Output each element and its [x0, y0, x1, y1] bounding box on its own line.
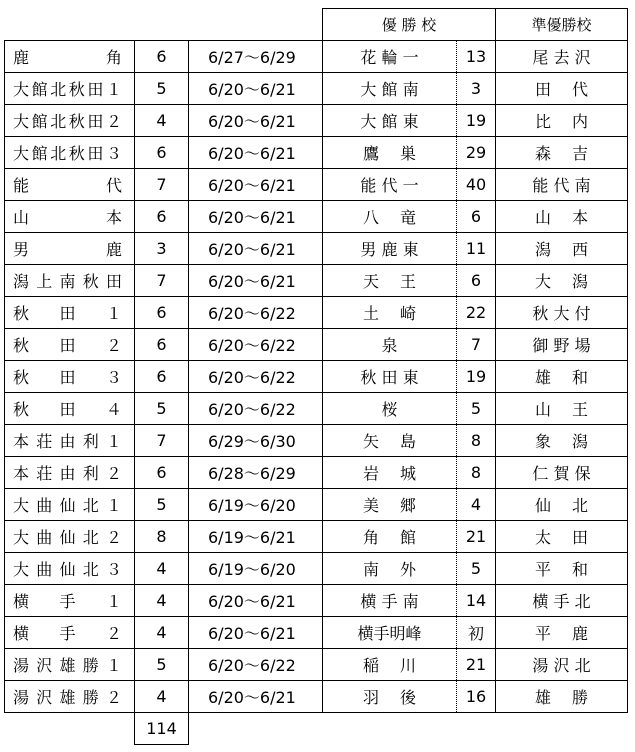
table-row	[5, 201, 628, 233]
total-count: 114	[135, 713, 189, 745]
dates-cell: 6/28～6/29	[189, 457, 323, 489]
runner-up-cell: 象 潟	[496, 425, 628, 457]
appearances-cell: 40	[457, 169, 496, 201]
runner-up-cell: 田 代	[496, 73, 628, 105]
dates-cell: 6/20～6/21	[189, 201, 323, 233]
district-cell: 湯沢雄勝２	[5, 681, 135, 713]
district-cell: 大曲仙北３	[5, 553, 135, 585]
team-count-cell: 4	[135, 681, 189, 713]
winner-cell: 横手明峰	[323, 617, 457, 649]
team-count-cell: 6	[135, 137, 189, 169]
table-row	[5, 329, 628, 361]
winner-cell: 八 竜	[323, 201, 457, 233]
team-count-cell: 6	[135, 457, 189, 489]
appearances-cell: 8	[457, 457, 496, 489]
dates-cell: 6/20～6/21	[189, 585, 323, 617]
appearances-cell: 11	[457, 233, 496, 265]
district-cell: 鹿角	[5, 41, 135, 73]
team-count-cell: 5	[135, 73, 189, 105]
district-cell: 大館北秋田３	[5, 137, 135, 169]
winner-cell: 矢 島	[323, 425, 457, 457]
dates-cell: 6/29～6/30	[189, 425, 323, 457]
team-count-cell: 4	[135, 105, 189, 137]
appearances-cell: 5	[457, 393, 496, 425]
appearances-cell: 7	[457, 329, 496, 361]
header-row	[5, 9, 628, 41]
runner-up-cell: 雄 勝	[496, 681, 628, 713]
table-row	[5, 73, 628, 105]
runner-up-cell: 大 潟	[496, 265, 628, 297]
appearances-cell: 19	[457, 105, 496, 137]
team-count-cell: 5	[135, 393, 189, 425]
appearances-cell: 8	[457, 425, 496, 457]
dates-cell: 6/20～6/22	[189, 297, 323, 329]
runner-up-cell: 横 手 北	[496, 585, 628, 617]
appearances-cell: 19	[457, 361, 496, 393]
winner-cell: 土 崎	[323, 297, 457, 329]
district-cell: 大館北秋田１	[5, 73, 135, 105]
winner-cell: 泉	[323, 329, 457, 361]
runner-up-cell: 比 内	[496, 105, 628, 137]
dates-cell: 6/20～6/21	[189, 137, 323, 169]
results-body	[5, 41, 628, 713]
district-cell: 秋田１	[5, 297, 135, 329]
appearances-cell: 22	[457, 297, 496, 329]
runner-up-cell: 尾 去 沢	[496, 41, 628, 73]
district-cell: 横手２	[5, 617, 135, 649]
dates-cell: 6/27～6/29	[189, 41, 323, 73]
dates-cell: 6/19～6/21	[189, 521, 323, 553]
runner-up-cell: 潟 西	[496, 233, 628, 265]
appearances-cell: 21	[457, 521, 496, 553]
appearances-cell: 29	[457, 137, 496, 169]
district-cell: 大曲仙北２	[5, 521, 135, 553]
table-row	[5, 425, 628, 457]
table-row	[5, 585, 628, 617]
team-count-cell: 6	[135, 329, 189, 361]
winner-cell: 角 館	[323, 521, 457, 553]
winner-cell: 男 鹿 東	[323, 233, 457, 265]
district-cell: 秋田３	[5, 361, 135, 393]
table-row	[5, 41, 628, 73]
winner-cell: 桜	[323, 393, 457, 425]
dates-cell: 6/20～6/21	[189, 233, 323, 265]
appearances-cell: 5	[457, 553, 496, 585]
dates-cell: 6/20～6/22	[189, 393, 323, 425]
district-cell: 能代	[5, 169, 135, 201]
team-count-cell: 7	[135, 169, 189, 201]
total-row	[5, 713, 628, 745]
runner-up-cell: 湯 沢 北	[496, 649, 628, 681]
team-count-cell: 7	[135, 265, 189, 297]
table-row	[5, 649, 628, 681]
dates-cell: 6/20～6/21	[189, 617, 323, 649]
team-count-cell: 6	[135, 361, 189, 393]
team-count-cell: 4	[135, 585, 189, 617]
winner-cell: 岩 城	[323, 457, 457, 489]
table-row	[5, 521, 628, 553]
team-count-cell: 5	[135, 649, 189, 681]
district-cell: 横手１	[5, 585, 135, 617]
district-cell: 潟上南秋田	[5, 265, 135, 297]
appearances-cell: 3	[457, 73, 496, 105]
table-row	[5, 233, 628, 265]
district-cell: 秋田４	[5, 393, 135, 425]
appearances-cell: 6	[457, 201, 496, 233]
district-cell: 秋田２	[5, 329, 135, 361]
winner-cell: 大 館 南	[323, 73, 457, 105]
table-row	[5, 617, 628, 649]
team-count-cell: 3	[135, 233, 189, 265]
dates-cell: 6/20～6/22	[189, 329, 323, 361]
table-row	[5, 361, 628, 393]
winner-cell: 能 代 一	[323, 169, 457, 201]
winner-cell: 羽 後	[323, 681, 457, 713]
table-row	[5, 553, 628, 585]
appearances-cell: 16	[457, 681, 496, 713]
team-count-cell: 6	[135, 201, 189, 233]
winner-cell: 南 外	[323, 553, 457, 585]
dates-cell: 6/20～6/21	[189, 169, 323, 201]
appearances-cell: 6	[457, 265, 496, 297]
team-count-cell: 8	[135, 521, 189, 553]
winner-cell: 天 王	[323, 265, 457, 297]
dates-cell: 6/20～6/22	[189, 361, 323, 393]
table-row	[5, 681, 628, 713]
appearances-cell: 14	[457, 585, 496, 617]
table-row	[5, 393, 628, 425]
table-row	[5, 265, 628, 297]
district-cell: 大曲仙北１	[5, 489, 135, 521]
dates-cell: 6/20～6/21	[189, 681, 323, 713]
district-cell: 大館北秋田２	[5, 105, 135, 137]
runner-up-cell: 山 王	[496, 393, 628, 425]
runner-up-cell: 太 田	[496, 521, 628, 553]
team-count-cell: 4	[135, 617, 189, 649]
table-row	[5, 489, 628, 521]
runner-up-cell: 仙 北	[496, 489, 628, 521]
header-blank	[5, 9, 135, 41]
runner-up-cell: 森 吉	[496, 137, 628, 169]
district-cell: 本荘由利１	[5, 425, 135, 457]
table-row	[5, 137, 628, 169]
winner-cell: 花 輪 一	[323, 41, 457, 73]
winner-cell: 美 郷	[323, 489, 457, 521]
table-row	[5, 297, 628, 329]
appearances-cell: 初	[457, 617, 496, 649]
dates-cell: 6/19～6/20	[189, 489, 323, 521]
district-cell: 山本	[5, 201, 135, 233]
dates-cell: 6/20～6/22	[189, 649, 323, 681]
team-count-cell: 4	[135, 553, 189, 585]
runner-up-cell: 秋 大 付	[496, 297, 628, 329]
header-runner-up: 準優勝校	[496, 9, 628, 41]
table-row	[5, 105, 628, 137]
team-count-cell: 7	[135, 425, 189, 457]
header-winner: 優 勝 校	[323, 9, 496, 41]
table-row	[5, 457, 628, 489]
winner-cell: 大 館 東	[323, 105, 457, 137]
team-count-cell: 5	[135, 489, 189, 521]
dates-cell: 6/19～6/20	[189, 553, 323, 585]
runner-up-cell: 山 本	[496, 201, 628, 233]
runner-up-cell: 雄 和	[496, 361, 628, 393]
winner-cell: 秋 田 東	[323, 361, 457, 393]
appearances-cell: 13	[457, 41, 496, 73]
winner-cell: 稲 川	[323, 649, 457, 681]
district-cell: 湯沢雄勝１	[5, 649, 135, 681]
runner-up-cell: 平 鹿	[496, 617, 628, 649]
runner-up-cell: 能 代 南	[496, 169, 628, 201]
dates-cell: 6/20～6/21	[189, 265, 323, 297]
dates-cell: 6/20～6/21	[189, 73, 323, 105]
appearances-cell: 4	[457, 489, 496, 521]
district-cell: 男鹿	[5, 233, 135, 265]
runner-up-cell: 平 和	[496, 553, 628, 585]
runner-up-cell: 仁 賀 保	[496, 457, 628, 489]
winner-cell: 鷹 巣	[323, 137, 457, 169]
district-cell: 本荘由利２	[5, 457, 135, 489]
tournament-results-table	[4, 8, 628, 745]
table-row	[5, 169, 628, 201]
winner-cell: 横 手 南	[323, 585, 457, 617]
appearances-cell: 21	[457, 649, 496, 681]
team-count-cell: 6	[135, 297, 189, 329]
runner-up-cell: 御 野 場	[496, 329, 628, 361]
team-count-cell: 6	[135, 41, 189, 73]
dates-cell: 6/20～6/21	[189, 105, 323, 137]
